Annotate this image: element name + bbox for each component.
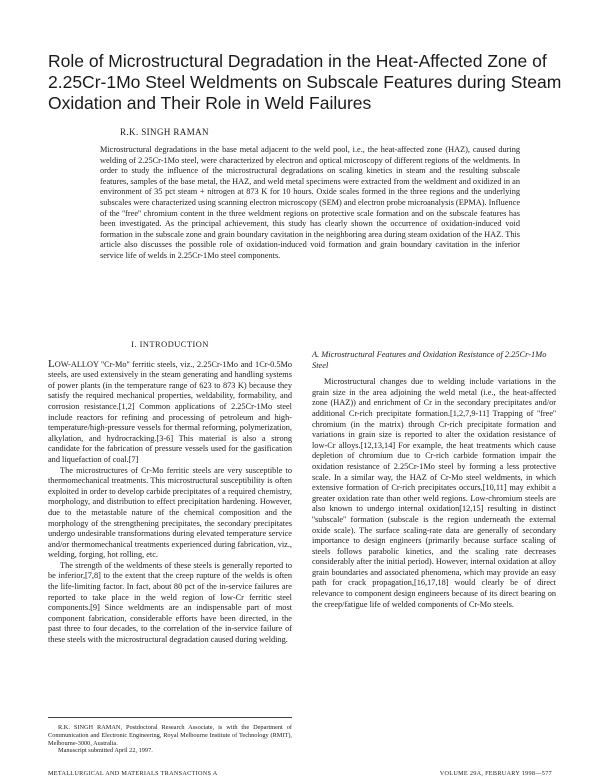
section-heading-introduction: I. INTRODUCTION	[131, 340, 209, 349]
left-column	[48, 340, 292, 646]
intro-paragraph-3: The strength of the weldments of these steels is generally reported to be inferior,[7,8] to the extent that the creep rupture of the welds is often the life-limiting factor. In fact, about 80 pct of the in-service failures are reported to take place in the weld region of low-Cr ferritic steel components.[9] Since weldments are an indispensable part of most component fabrication, considerable efforts have been directed, in the past three to four decades, to the correlation of the in-service failure of these steels with the microstructural degradation caused during welding.	[48, 560, 292, 645]
subsection-heading-a: A. Microstructural Features and Oxidation Resistance of 2.25Cr-1Mo Steel	[312, 350, 547, 370]
paper-title: Role of Microstructural Degradation in the Heat-Affected Zone of 2.25Cr-1Mo Steel Weldments on Subscale Features during Steam Oxidation and Their Role in Weld Failures	[48, 51, 562, 113]
footer-journal-name: METALLURGICAL AND MATERIALS TRANSACTIONS A	[48, 770, 218, 777]
intro-paragraph-1	[48, 359, 292, 466]
drop-cap: L	[48, 357, 55, 370]
author-name: R.K. SINGH RAMAN	[120, 127, 209, 137]
footer-volume-page: VOLUME 29A, FEBRUARY 1998—577	[439, 770, 552, 777]
author-footnote	[48, 717, 292, 755]
footnote-affiliation: R.K. SINGH RAMAN, Postdoctoral Research Associate, is with the Department of Communication and Electronic Engineering, Royal Melbourne Institute of Technology (RMIT), Melbourne-3000, Australia.	[48, 724, 292, 747]
right-column	[312, 340, 556, 610]
abstract: Microstructural degradations in the base metal adjacent to the weld pool, i.e., the heat-affected zone (HAZ), caused during welding of 2.25Cr-1Mo steel, were characterized by electron and optical microscopy of different regions of the weldments. In order to study the influence of the microstructural degradations on scaling kinetics in steam and the resulting subscale features, samples of the base metal, the HAZ, and weld metal specimens were extracted from the weldment and oxidized in an environment of 35 pct steam + nitrogen at 873 K for 10 hours. Oxide scales formed in the three regions and the underlying subscales were characterized using scanning electron microscopy (SEM) and electron probe microanalysis (EPMA). Influence of the ''free'' chromium content in the three weldment regions on protective scale formation and on the subscale features has been investigated. As the principal achievement, this study has clearly shown the occurrence of oxidation-induced void formation in the subscale zone and grain boundary cavitation in the neighboring area during steam oxidation of the HAZ. This article also discusses the possible role of oxidation-induced void formation and grain boundary cavitation in the inferior service life of welds in 2.25Cr-1Mo steel components.	[100, 145, 520, 260]
intro-paragraph-1-text: OW-ALLOY ''Cr-Mo'' ferritic steels, viz., 2.25Cr-1Mo and 1Cr-0.5Mo steels, are used extensively in the steam generating and handling systems of power plants (in the temperature range of 623 to 873 K) because they satisfy the required mechanical properties, weldability, formability, and corrosion resistance.[1,2] Common applications of 2.25Cr-1Mo steel include reactors for refining and processing of petroleum and high-temperature/high-pressure vessels for thermal reforming, polymerization, alkylation, and hydrocracking.[3-6] This material is also a strong candidate for the fabrication of pressure vessels used for the gasification and liquefaction of coal.[7]	[48, 359, 292, 464]
footnote-manuscript-date: Manuscript submitted April 22, 1997.	[58, 747, 153, 755]
subsection-a-paragraph-1: Microstructural changes due to welding include variations in the grain size in the area adjoining the weld metal (i.e., the heat-affected zone (HAZ)) and enrichment of Cr in the secondary precipitates and/or additional Cr-rich precipitate formation.[1,2,7,9-11] Trapping of ''free'' chromium (in the matrix) through Cr-rich precipitate formation and variations in grain size is reported to alter the oxidation resistance of low-Cr alloys.[12,13,14] For example, the heat treatments which cause depletion of chromium due to Cr-rich carbide formation impair the oxidation resistance of 2.25Cr-1Mo steel by forming a less protective scale. In a similar way, the HAZ of Cr-Mo steel weldments, in which extensive formation of Cr-rich precipitates occurs,[10,11] may exhibit a greater oxidation rate than other weld regions. Low-chromium steels are also known to undergo internal oxidation[12,15] resulting in distinct ''subscale'' formation (subscale is the region underneath the external oxide scale). The surface scaling-rate data are generally of secondary importance to design engineers (primarily because surface scaling of steels follows parabolic kinetics, and the scaling rate decreases considerably after the initial period). However, internal oxidation at alloy grain boundaries and associated phenomena, which may provide an easy path for crack propagation,[16,17,18] would clearly be of direct relevance to component design engineers because of its direct bearing on the creep/fatigue life of welded components of Cr-Mo steels.	[312, 377, 556, 609]
intro-paragraph-2: The microstructures of Cr-Mo ferritic steels are very susceptible to thermomechanical treatments. This microstructural susceptibility is often exploited in order to develop carbide precipitates of a required chemistry, morphology, and distribution to effect precipitation hardening. However, due to the metastable nature of the chemical composition and the morphology of the strengthening precipitates, the secondary precipitates undergo undesirable transformations during elevated temperature service and/or thermomechanical treatments experienced during fabrication, viz., welding, forging, hot rolling, etc.	[48, 465, 292, 560]
